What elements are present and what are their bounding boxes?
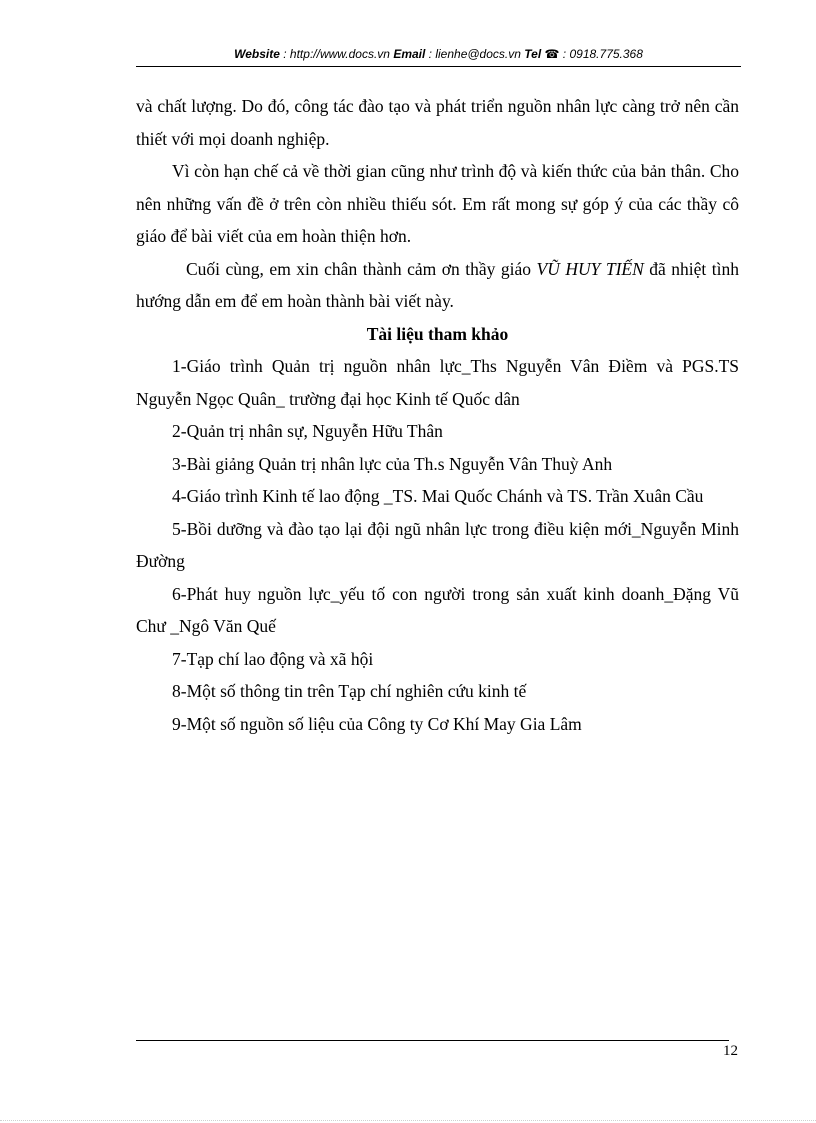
reference-item-5: 5-Bồi dưỡng và đào tạo lại đội ngũ nhân lực trong điều kiện mới_Nguyễn Minh Đường — [136, 518, 739, 571]
references-title: Tài liệu tham khảo — [366, 323, 509, 344]
reference-item-1: 1-Giáo trình Quản trị nguồn nhân lực_Ths Nguyễn Vân Điềm và PGS.TS Nguyễn Ngọc Quân_ trường đại học Kinh tế Quốc dân — [136, 356, 739, 409]
tel-number: 0918.775.368 — [569, 47, 643, 61]
telephone-icon: ☎ — [544, 47, 560, 61]
reference-item-9: 9-Một số nguồn số liệu của Công ty Cơ Khí May Gia Lâm — [172, 713, 582, 734]
page-bottom-border — [0, 1120, 816, 1121]
teacher-name: VŨ HUY TIẾN — [536, 258, 644, 279]
email-label: Email — [393, 47, 426, 61]
tel-label: Tel — [524, 47, 542, 61]
reference-item-6: 6-Phát huy nguồn lực_yếu tố con người trong sản xuất kinh doanh_Đặng Vũ Chư _Ngô Văn Quế — [136, 583, 739, 636]
page-number: 12 — [723, 1043, 738, 1059]
reference-item-3: 3-Bài giảng Quản trị nhân lực của Th.s Nguyễn Vân Thuỳ Anh — [172, 453, 613, 474]
thanks-text-start: Cuối cùng, em xin chân thành cảm ơn thầy giáo — [186, 258, 537, 279]
email-separator: : — [425, 47, 436, 61]
reference-item-4: 4-Giáo trình Kinh tế lao động _TS. Mai Quốc Chánh và TS. Trần Xuân Cầu — [172, 486, 704, 506]
email-address: lienhe@docs.vn — [435, 47, 521, 61]
footer-divider — [136, 1040, 729, 1041]
reference-item-2: 2-Quản trị nhân sự, Nguyễn Hữu Thân — [172, 421, 443, 441]
website-separator: : — [279, 47, 290, 61]
reference-item-7: 7-Tạp chí lao động và xã hội — [172, 648, 374, 669]
website-label: Website — [234, 47, 280, 61]
paragraph-limitations: Vì còn hạn chế cả về thời gian cũng như trình độ và kiến thức của bản thân. Cho nên những vấn đề ở trên còn nhiều thiếu sót. Em rất mong sự góp ý của các thầy cô giáo để bài viết của em hoàn thiện hơn. — [136, 161, 739, 246]
header-divider — [136, 66, 741, 67]
page-header — [136, 46, 741, 62]
reference-item-8: 8-Một số thông tin trên Tạp chí nghiên cứu kinh tế — [172, 681, 527, 701]
paragraph-thanks — [136, 253, 739, 318]
paragraph-quality: và chất lượng. Do đó, công tác đào tạo và phát triển nguồn nhân lực càng trở nên cần thiết với mọi doanh nghiệp. — [136, 96, 739, 149]
page-content — [136, 90, 739, 740]
website-url: http://www.docs.vn — [289, 47, 390, 61]
thanks-text-end: đã nhiệt tình hướng dẫn em để em hoàn thành bài viết này. — [136, 258, 739, 311]
tel-separator: : — [559, 47, 570, 61]
